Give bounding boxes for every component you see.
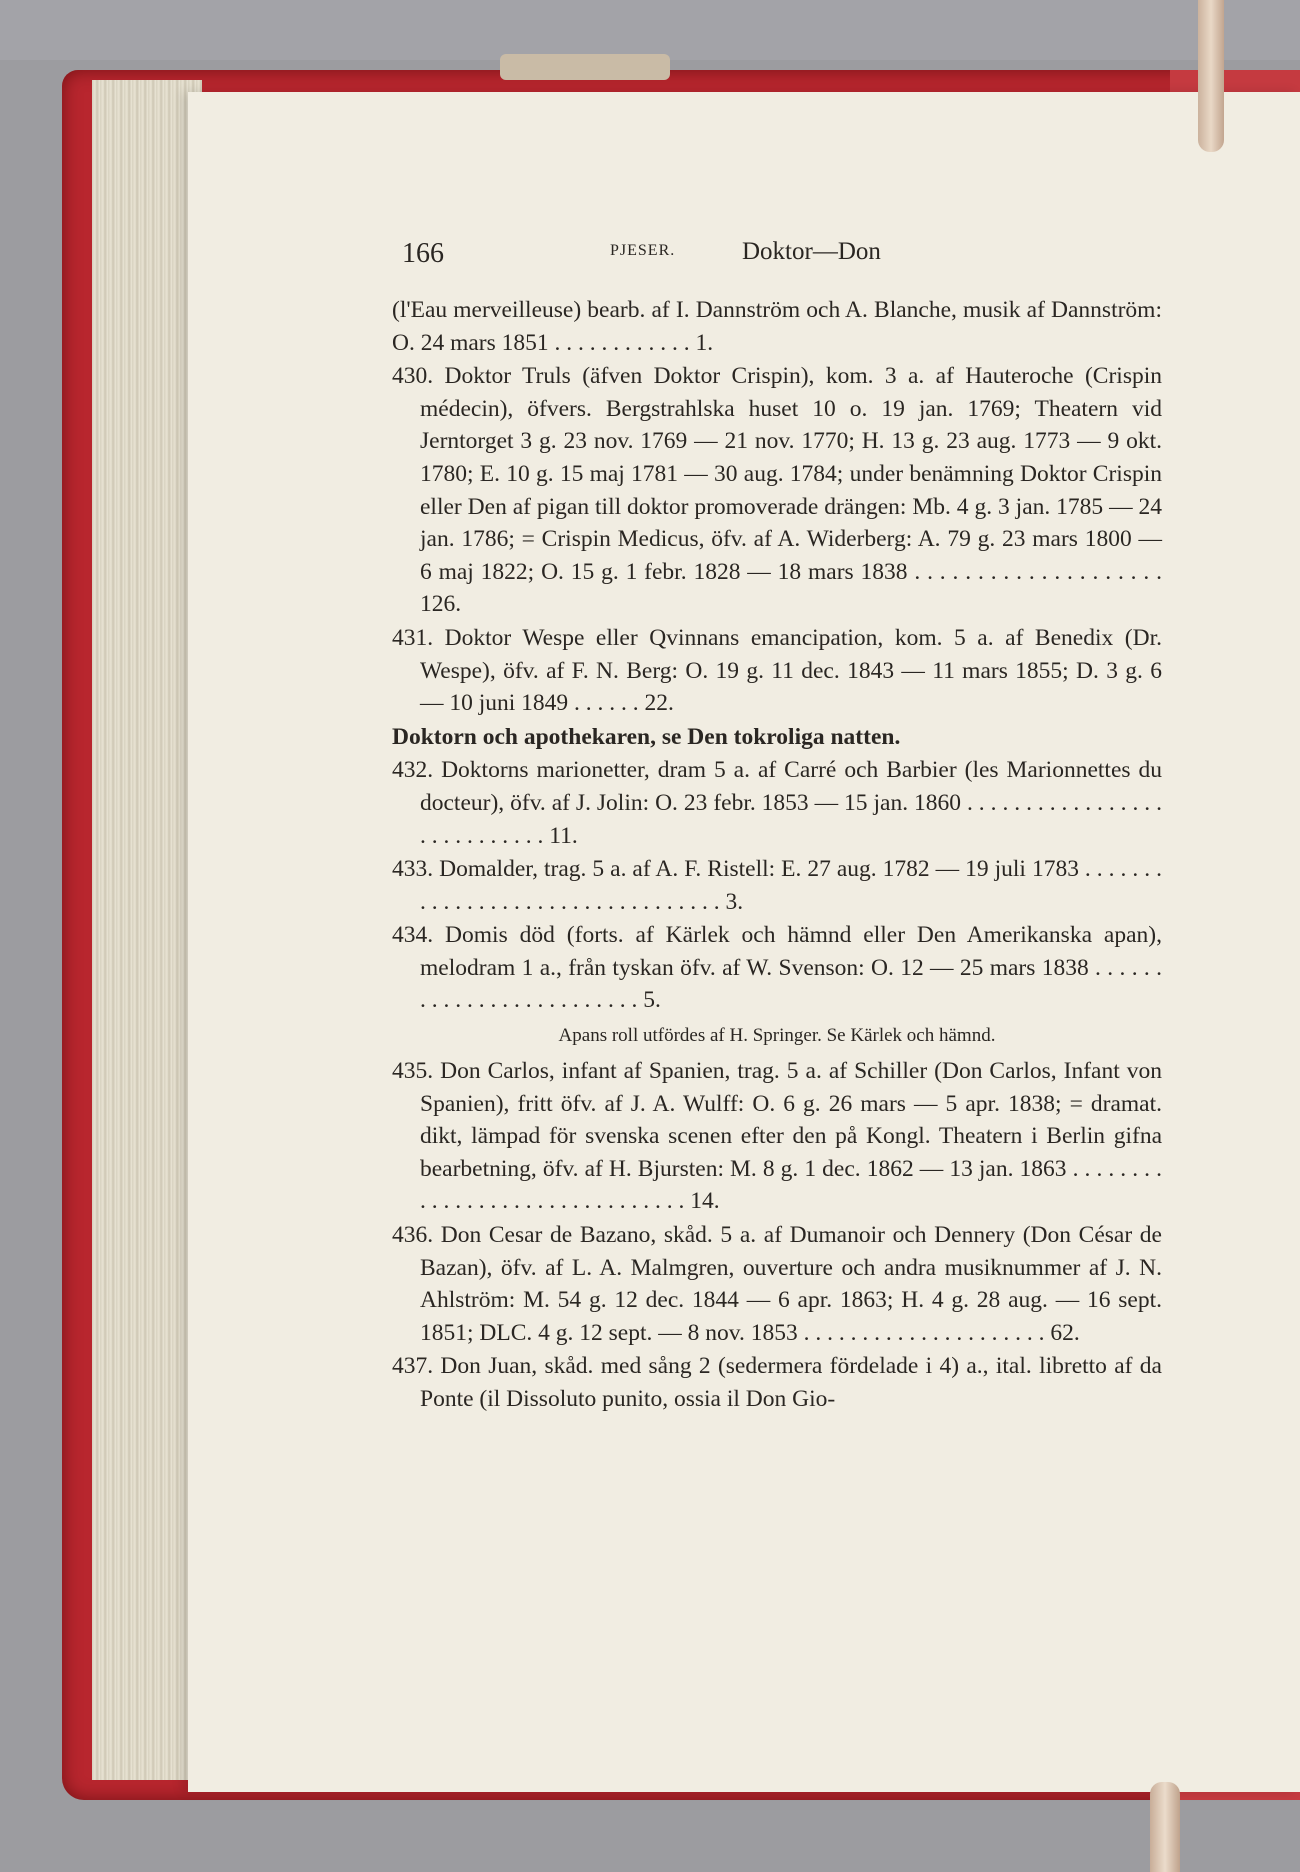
cross-reference: Doktorn och apothekaren, se Den tokroliga natten. — [392, 723, 901, 750]
page-edges — [92, 80, 202, 1780]
top-strap — [500, 54, 670, 80]
entry-431: 431. Doktor Wespe eller Qvinnans emancipation, kom. 5 a. af Benedix (Dr. Wespe), öfv. af F. N. Berg: O. 19 g. 11 dec. 1843 — 11 mars 1855; D. 3 g. 6 — 10 juni 1849 . . . . . . 22. — [392, 624, 1162, 717]
bookmark-ribbon-top — [1198, 0, 1224, 152]
entry-435: 435. Don Carlos, infant af Spanien, trag. 5 a. af Schiller (Don Carlos, Infant von Spanien), fritt öfv. af J. A. Wulff: O. 6 g. 26 mars — 5 apr. 1838; = dramat. dikt, lämpad för svenska scenen efter den på Kongl. Theatern i Berlin gifna bearbetning, öfv. af H. Bjursten: M. 8 g. 1 dec. 1862 — 13 jan. 1863 . . . . . . . . . . . . . . . . . . . . . . . . . . . . . . . 14. — [392, 1058, 1162, 1215]
entry-432: 432. Doktorns marionetter, dram 5 a. af Carré och Barbier (les Marionnettes du docteur), öfv. af J. Jolin: O. 23 febr. 1853 — 15 jan. 1860 . . . . . . . . . . . . . . . . . . . . . . . . . . . . 11. — [392, 757, 1162, 849]
entry-note: Apans roll utfördes af H. Springer. Se Kärlek och hämnd. — [558, 1025, 996, 1047]
scan-background — [0, 0, 1300, 60]
entry-430: 430. Doktor Truls (äfven Doktor Crispin), kom. 3 a. af Hauteroche (Crispin médecin), öfvers. Bergstrahlska huset 10 o. 19 jan. 1769; Theatern vid Jerntorget 3 g. 23 nov. 1769 — 21 nov. 1770; H. 13 g. 23 aug. 1773 — 9 okt. 1780; E. 10 g. 15 maj 1781 — 30 aug. 1784; under benämning Doktor Crispin eller Den af pigan till doktor promoverade drängen: Mb. 4 g. 3 jan. 1785 — 24 jan. 1786; = Crispin Medicus, öfv. af A. Widerberg: A. 79 g. 23 mars 1800 — 6 maj 1822; O. 15 g. 1 febr. 1828 — 18 mars 1838 . . . . . . . . . . . . . . . . . . . . 126. — [392, 363, 1162, 618]
running-head-title: Doktor—Don — [742, 238, 881, 265]
page-text — [392, 238, 1162, 1417]
bookmark-ribbon-bottom — [1150, 1782, 1180, 1872]
entry-433: 433. Domalder, trag. 5 a. af A. F. Ristell: E. 27 aug. 1782 — 19 juli 1783 . . . . . . . . . . . . . . . . . . . . . . . . . . . . . . . . . 3. — [392, 856, 1162, 915]
entry-434: 434. Domis död (forts. af Kärlek och hämnd eller Den Amerikanska apan), melodram 1 a., från tyskan öfv. af W. Svenson: O. 12 — 25 mars 1838 . . . . . . . . . . . . . . . . . . . . . . . . . 5. — [392, 922, 1162, 1014]
entry-continuation: (l'Eau merveilleuse) bearb. af I. Dannström och A. Blanche, musik af Dannström: O. 24 mars 1851 . . . . . . . . . . . . 1. — [392, 297, 1162, 356]
running-header — [392, 238, 1162, 284]
running-head-section: PJESER. — [610, 242, 676, 259]
page-number: 166 — [402, 238, 444, 269]
entry-437: 437. Don Juan, skåd. med sång 2 (sedermera fördelade i 4) a., ital. libretto af da Ponte (il Dissoluto punito, ossia il Don Gio- — [392, 1353, 1162, 1412]
entry-436: 436. Don Cesar de Bazano, skåd. 5 a. af Dumanoir och Dennery (Don César de Bazan), öfv. af L. A. Malmgren, ouverture och andra musiknummer af J. N. Ahlström: M. 54 g. 12 dec. 1844 — 6 apr. 1863; H. 4 g. 28 aug. — 16 sept. 1851; DLC. 4 g. 12 sept. — 8 nov. 1853 . . . . . . . . . . . . . . . . . . . . . 62. — [392, 1222, 1162, 1346]
